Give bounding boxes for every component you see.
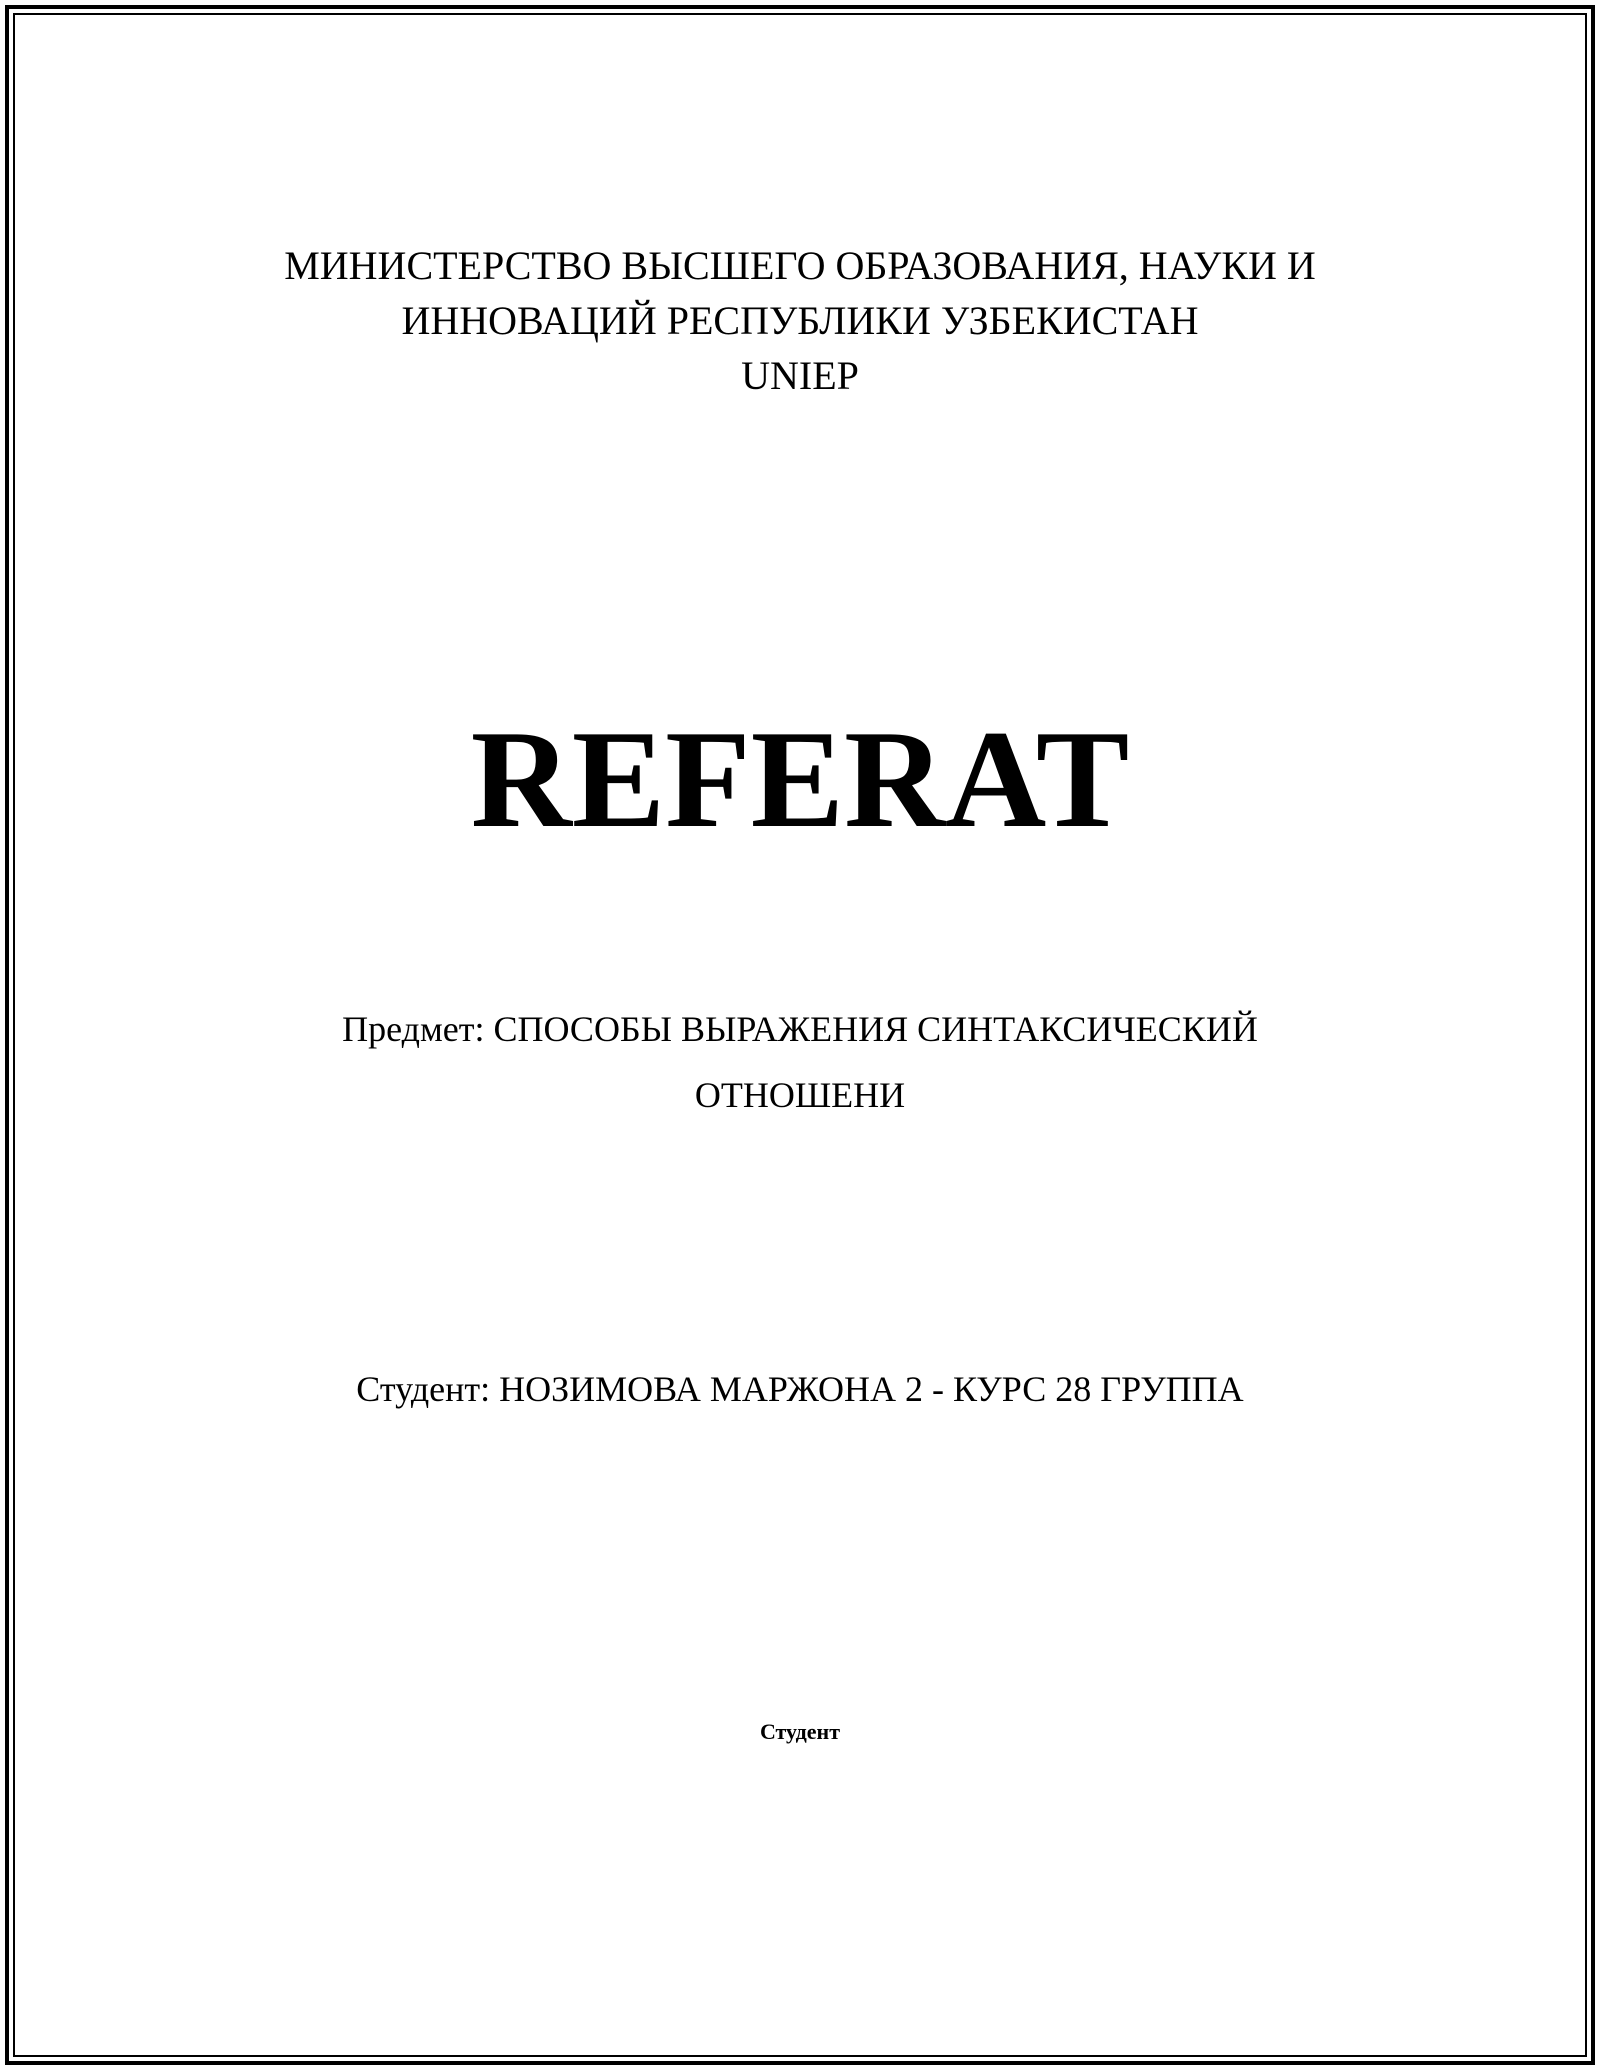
ministry-line-1: МИНИСТЕРСТВО ВЫСШЕГО ОБРАЗОВАНИЯ, НАУКИ И	[284, 243, 1316, 288]
ministry-line-2: ИННОВАЦИЙ РЕСПУБЛИКИ УЗБЕКИСТАН	[401, 298, 1199, 343]
subject-block	[0, 996, 1600, 1128]
ministry-header	[0, 238, 1600, 403]
student-label: Студент	[759, 1719, 841, 1744]
institution-name: UNIEP	[741, 353, 859, 398]
document-title: REFERAT	[470, 702, 1130, 857]
subject-line-1: Предмет: СПОСОБЫ ВЫРАЖЕНИЯ СИНТАКСИЧЕСКИЙ	[342, 1009, 1258, 1049]
subject-line-2: ОТНОШЕНИ	[694, 1075, 906, 1115]
student-info: Студент: НОЗИМОВА МАРЖОНА 2 - КУРС 28 ГРУППА	[356, 1369, 1244, 1409]
